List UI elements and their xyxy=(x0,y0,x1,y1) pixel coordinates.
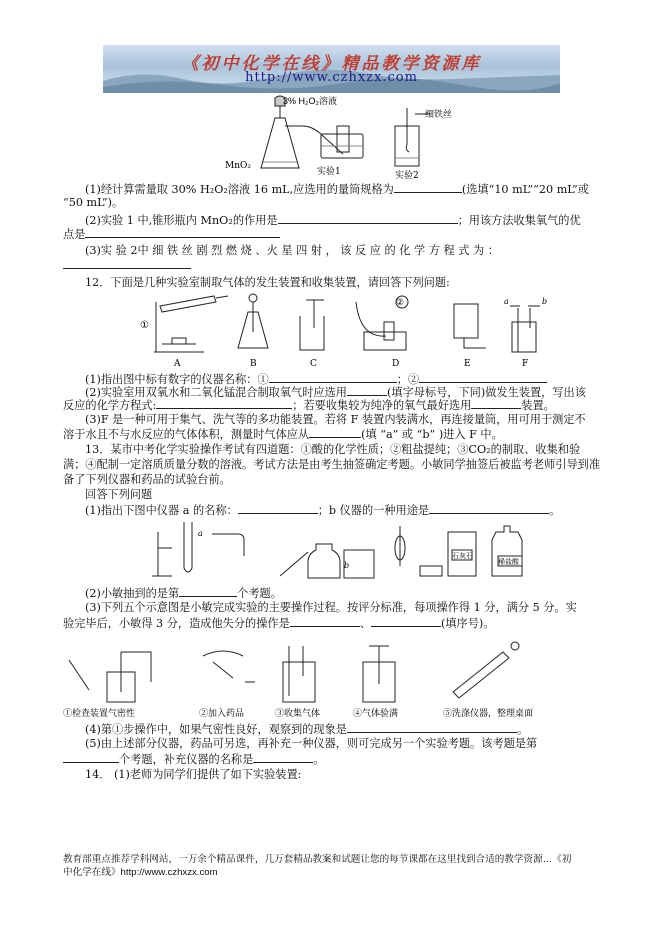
q12-stem: 12．下面是几种实验室制取气体的发生装置和收集装置，请回答下列问题: xyxy=(85,276,450,289)
instrument-a-label: a xyxy=(198,529,203,538)
q12-part3: (3)F 是一种可用于集气、洗气等的多功能装置。若将 F 装置内装满水，再连接量筒，用可用于测定不 xyxy=(85,413,586,426)
answer-blank[interactable] xyxy=(394,182,462,193)
label-F: F xyxy=(522,359,529,369)
experiment-figure-1 xyxy=(225,96,465,181)
experiment2-label: 实验2 xyxy=(395,171,419,181)
op2-label: ②加入药品 xyxy=(199,709,245,719)
footer xyxy=(63,853,603,879)
answer-blank[interactable] xyxy=(253,752,313,763)
op5-label: ⑤洗涤仪器，整理桌面 xyxy=(443,709,534,719)
q11-part3: (3)实 验 2中 细 铁 丝 剧 烈 燃 烧 、火 星 四 射 ， 该 反 应 的 化 学 方 程 式 为 ： xyxy=(85,244,499,257)
answer-blank[interactable] xyxy=(371,616,441,627)
port-a-label: a xyxy=(504,297,509,306)
q12-part2-cont: 反应的化学方程式: ；若要收集较为纯净的氧气最好选用 装置。 xyxy=(63,399,555,412)
iron-wire-label: 细铁丝 xyxy=(425,110,453,120)
q12-part1: (1)指出图中标有数字的仪器名称：① ；② xyxy=(63,372,547,386)
q12-part2: (2)实验室用双氧水和二氧化锰混合制取氧气时应选用 (填字母标号，下同)做发生装置，写出该 xyxy=(85,386,586,399)
label-B: B xyxy=(250,359,257,369)
label-C: C xyxy=(310,359,317,369)
answer-blank[interactable] xyxy=(347,385,387,396)
answer-blank[interactable] xyxy=(269,372,397,383)
apparatus-figure-2 xyxy=(132,292,562,368)
num2-label: ② xyxy=(396,298,405,308)
q13-line4: 回答下列问题 xyxy=(85,488,153,501)
q13-part5-cont: 个考题，补充仪器的名称是 。 xyxy=(63,752,324,766)
banner-url[interactable]: http://www.czhxzx.com xyxy=(245,70,418,85)
answer-blank[interactable] xyxy=(347,722,517,733)
q13-part3-cont: 验完毕后，小敏得 3 分，造成他失分的操作是 、 (填序号)。 xyxy=(63,617,495,630)
answer-blank[interactable] xyxy=(179,586,237,597)
q11-part3-cont xyxy=(63,258,191,272)
operations-figure xyxy=(63,632,568,720)
footer-line1: 教育部重点推荐学科网站，一万余个精品课件，几万套精品教案和试题让您的每节课都在这里找到合适的教学资源…《初 xyxy=(63,854,572,865)
answer-blank[interactable] xyxy=(63,258,191,269)
header-banner xyxy=(103,45,560,93)
instrument-b-label: b xyxy=(344,561,350,570)
answer-blank[interactable] xyxy=(471,398,521,409)
catalyst-label: MnO₂ xyxy=(225,161,251,171)
q13-part3: (3)下列五个示意图是小敏完成实验的主要操作过程。按评分标准，每项操作得 1 分，满分 5 分。实 xyxy=(85,601,577,614)
answer-blank[interactable] xyxy=(63,752,119,763)
reagent-label: 3% H₂O₂溶液 xyxy=(283,96,337,106)
op4-label: ④气体验满 xyxy=(353,709,399,719)
q13-part5: (5)由上述部分仪器，药品可另选，再补充一种仪器，则可完成另一个实验考题。该考题是第 xyxy=(85,737,538,750)
q11-part1: (1)经计算需量取 30% H₂O₂溶液 16 mL,应选用的量筒规格为 (选填“10 mL”“20 mL”或 xyxy=(85,183,589,196)
answer-blank[interactable] xyxy=(309,427,361,438)
num1-label: ① xyxy=(140,320,149,331)
answer-blank[interactable] xyxy=(290,616,360,627)
answer-blank[interactable] xyxy=(429,503,549,514)
q12-part3-cont: 溶于水且不与水反应的气体体积，测量时气体应从 (填 “a” 或 “b” )进入 F 中。 xyxy=(63,428,503,441)
q11-part1-cont: “50 mL”)。 xyxy=(63,196,124,209)
answer-blank[interactable] xyxy=(85,227,280,238)
answer-blank[interactable] xyxy=(156,398,292,409)
limestone-label: 石灰石 xyxy=(452,552,473,560)
q13-line2: 满；④配制一定溶质质量分数的溶液。考试方法是由考生抽签确定考题。小敏同学抽签后被监考老师引导到准 xyxy=(63,458,601,471)
q13-line3: 备了下列仪器和药品的试验台前。 xyxy=(63,473,231,486)
answer-blank[interactable] xyxy=(419,372,547,383)
label-A: A xyxy=(174,359,181,369)
label-D: D xyxy=(392,359,400,369)
hcl-label: 稀盐酸 xyxy=(498,558,519,566)
experiment1-label: 实验1 xyxy=(317,167,341,177)
footer-line2[interactable]: 中化学在线》http://www.czhxzx.com xyxy=(63,867,218,878)
q13-part4: (4)第①步操作中，如果气密性良好，观察到的现象是 。 xyxy=(85,723,529,736)
q13-line1: 13．某市中考化学实验操作考试有四道题：①酸的化学性质；②粗盐提纯；③CO₂的制取、收集和验 xyxy=(85,443,581,456)
instrument-figure xyxy=(148,518,558,582)
q11-part2: (2)实验 1 中,锥形瓶内 MnO₂的作用是 ；用该方法收集氧气的优 xyxy=(85,214,581,227)
answer-blank[interactable] xyxy=(278,213,458,224)
label-E: E xyxy=(464,359,471,369)
op3-label: ③收集气体 xyxy=(275,709,321,719)
port-b-label: b xyxy=(542,297,548,306)
op1-label: ①检查装置气密性 xyxy=(63,709,136,719)
banner-title: 《初中化学在线》精品教学资源库 xyxy=(181,54,482,74)
q11-part2-cont: 点是 xyxy=(63,227,280,241)
answer-blank[interactable] xyxy=(238,503,318,514)
q14-line1: 14． (1)老师为同学们提供了如下实验装置: xyxy=(85,768,302,781)
q13-part1: (1)指出下图中仪器 a 的名称： ；b 仪器的一种用途是 。 xyxy=(85,504,561,517)
q13-part2: (2)小敏抽到的是第 个考题。 xyxy=(85,587,282,600)
